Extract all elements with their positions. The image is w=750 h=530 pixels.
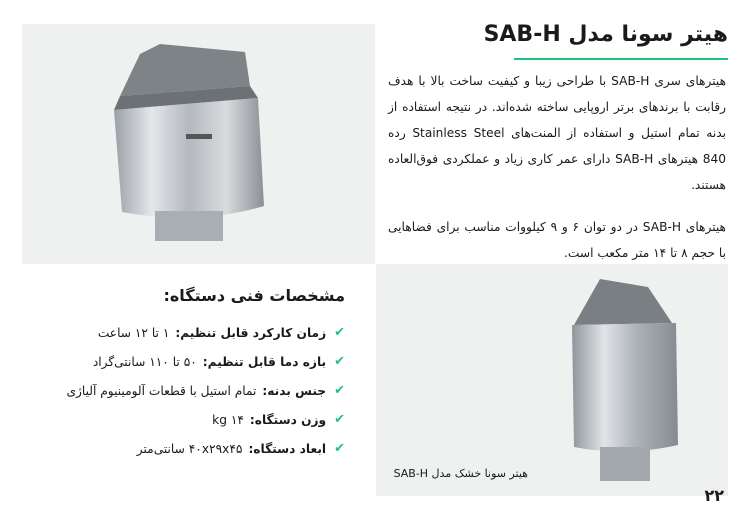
specs-heading: مشخصات فنی دستگاه: xyxy=(163,286,345,305)
check-icon: ✔ xyxy=(334,325,345,340)
specs-list xyxy=(25,318,345,463)
spec-item xyxy=(25,405,345,434)
intro-paragraph: هیترهای سری SAB-H با طراحی زیبا و کیفیت ساخت بالا با هدف رقابت با برندهای برتر اروپایی ساخته شده‌اند. در نتیجه استفاده از بدنه تمام استیل و استفاده از المنت‌های Stainless Steel رده 840 هیترهای SAB-H دارای عمر کاری زیاد و عملکردی فوق‌العاده هستند. xyxy=(388,74,727,192)
spec-value: ۴۰x۲۹x۴۵ سانتی‌متر xyxy=(136,441,243,456)
spec-label: ابعاد دستگاه: xyxy=(248,441,327,456)
spec-item xyxy=(25,347,345,376)
check-icon: ✔ xyxy=(334,412,345,427)
intro-paragraph: هیترهای SAB-H در دو توان ۶ و ۹ کیلووات مناسب برای فضاهایی با حجم ۸ تا ۱۴ متر مکعب است. xyxy=(388,220,726,260)
spec-value: ۱ تا ۱۲ ساعت xyxy=(97,325,170,340)
sauna-heater-image xyxy=(560,275,690,485)
page-title: هیتر سونا مدل SAB-H xyxy=(483,22,728,47)
spec-label: وزن دستگاه: xyxy=(249,412,327,427)
spec-label: بازه دما قابل تنظیم: xyxy=(202,354,327,369)
title-underline xyxy=(514,58,728,60)
intro-text xyxy=(388,68,726,266)
spec-item xyxy=(25,434,345,463)
spec-item xyxy=(25,376,345,405)
spec-label: زمان کارکرد قابل تنظیم: xyxy=(175,325,327,340)
spec-value: تمام استیل با قطعات آلومینیوم آلیاژی xyxy=(66,383,257,398)
page-number: ۲۲ xyxy=(704,486,724,505)
check-icon: ✔ xyxy=(334,441,345,456)
spec-label: جنس بدنه: xyxy=(262,383,327,398)
sauna-heater-image xyxy=(100,36,280,251)
check-icon: ✔ xyxy=(334,383,345,398)
image-caption: هیتر سونا خشک مدل SAB-H xyxy=(393,467,528,480)
spec-value: ۵۰ تا ۱۱۰ سانتی‌گراد xyxy=(92,354,197,369)
spec-value: ۱۴ kg xyxy=(212,412,244,427)
spec-item xyxy=(25,318,345,347)
check-icon: ✔ xyxy=(334,354,345,369)
